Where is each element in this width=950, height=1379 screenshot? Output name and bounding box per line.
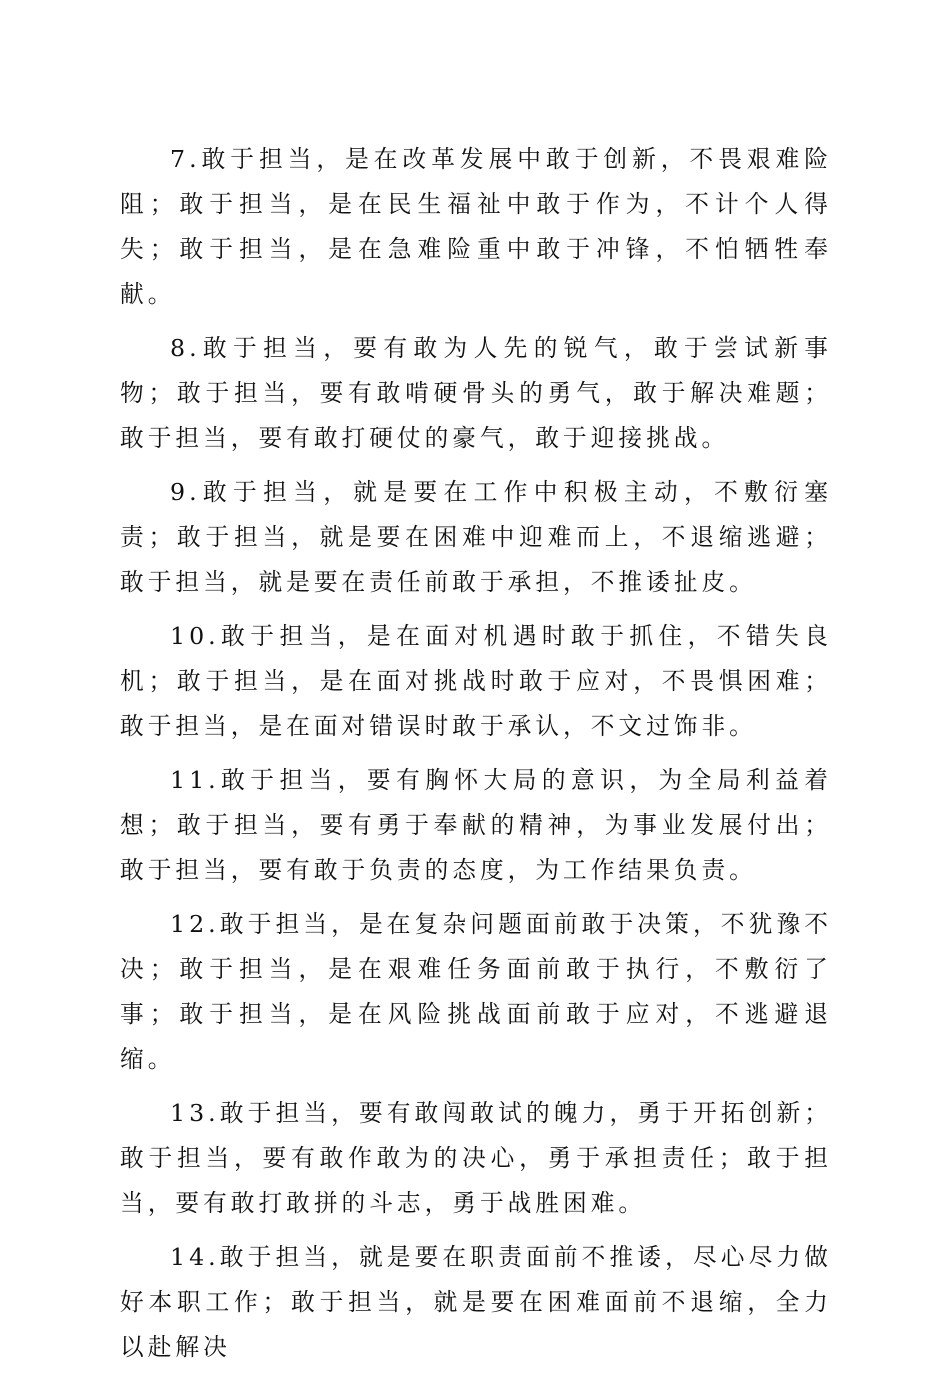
paragraph-11: 11.敢于担当，要有胸怀大局的意识，为全局利益着想；敢于担当，要有勇于奉献的精神，为事业发展付出；敢于担当，要有敢于负责的态度，为工作结果负责。 — [120, 766, 832, 884]
paragraph-13: 13.敢于担当，要有敢闯敢试的魄力，勇于开拓创新；敢于担当，要有敢作敢为的决心，勇于承担责任；敢于担当，要有敢打敢拼的斗志，勇于战胜困难。 — [120, 1099, 832, 1217]
paragraph-10: 10.敢于担当，是在面对机遇时敢于抓住，不错失良机；敢于担当，是在面对挑战时敢于应对，不畏惧困难；敢于担当，是在面对错误时敢于承认，不文过饰非。 — [120, 622, 832, 740]
paragraph-8: 8.敢于担当，要有敢为人先的锐气，敢于尝试新事物；敢于担当，要有敢啃硬骨头的勇气，敢于解决难题；敢于担当，要有敢打硬仗的豪气，敢于迎接挑战。 — [120, 334, 832, 452]
document-body — [120, 137, 832, 1379]
paragraph-12: 12.敢于担当，是在复杂问题面前敢于决策，不犹豫不决；敢于担当，是在艰难任务面前敢于执行，不敷衍了事；敢于担当，是在风险挑战面前敢于应对，不逃避退缩。 — [120, 910, 832, 1073]
paragraph-7: 7.敢于担当，是在改革发展中敢于创新，不畏艰难险阻；敢于担当，是在民生福祉中敢于作为，不计个人得失；敢于担当，是在急难险重中敢于冲锋，不怕牺牲奉献。 — [120, 145, 832, 308]
paragraph-9: 9.敢于担当，就是要在工作中积极主动，不敷衍塞责；敢于担当，就是要在困难中迎难而上，不退缩逃避；敢于担当，就是要在责任前敢于承担，不推诿扯皮。 — [120, 478, 832, 596]
paragraph-14: 14.敢于担当，就是要在职责面前不推诿，尽心尽力做好本职工作；敢于担当，就是要在困难面前不退缩，全力以赴解决 — [120, 1243, 832, 1361]
